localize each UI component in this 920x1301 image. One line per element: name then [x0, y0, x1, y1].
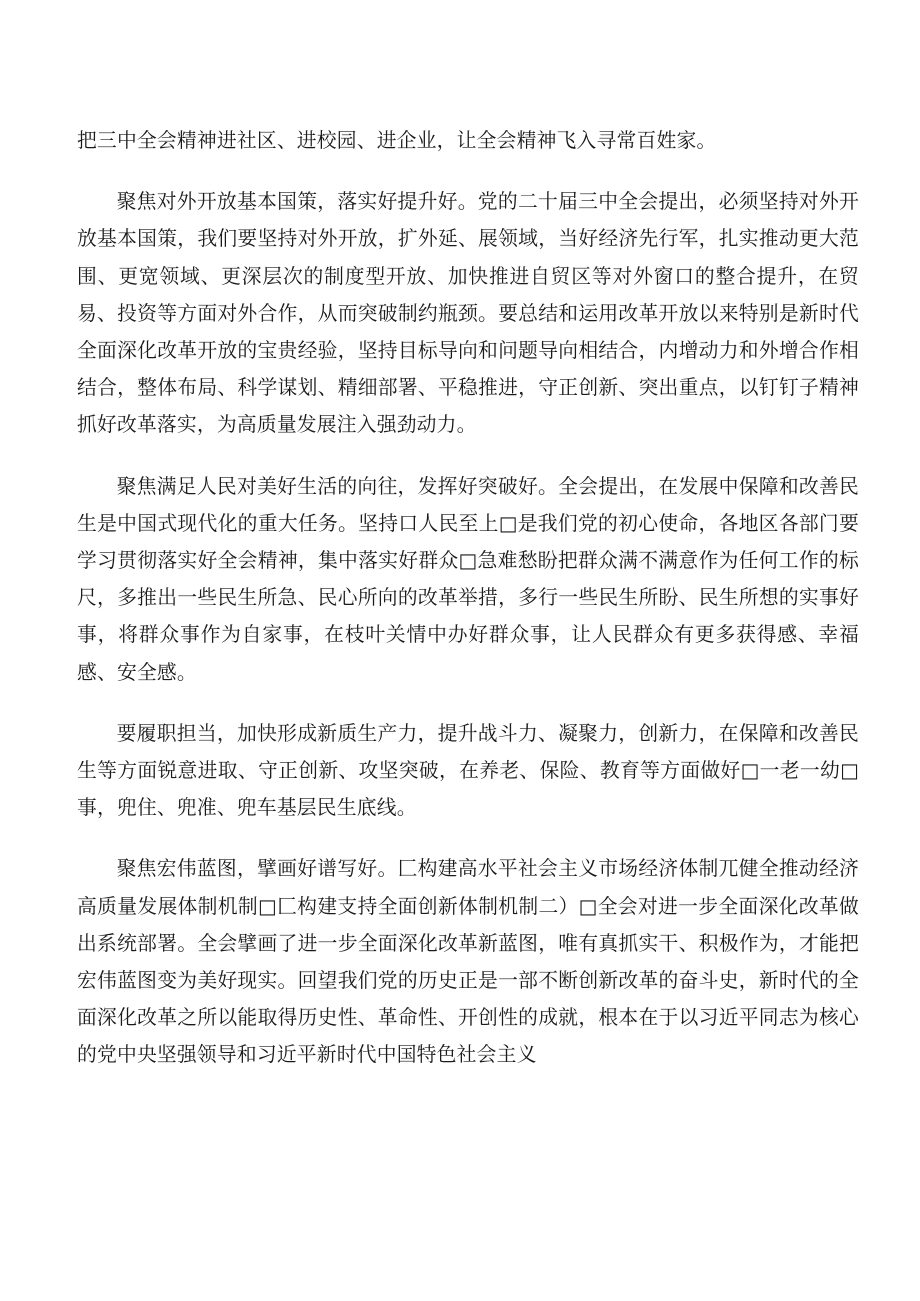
paragraph-3: 聚焦满足人民对美好生活的向往，发挥好突破好。全会提出，在发展中保障和改善民生是中国式现代化的重大任务。坚持口人民至上□是我们党的初心使命，各地区各部门要学习贯彻落实好全会精神，集中落实好群众□急难愁盼把群众满不满意作为任何工作的标尺，多推出一些民生所急、民心所向的改革举措，多行一些民生所盼、民生所想的实事好事，将群众事作为自家事，在枝叶关情中办好群众事，让人民群众有更多获得感、幸福感、安全感。 — [77, 474, 859, 684]
paragraph-2: 聚焦对外开放基本国策，落实好提升好。党的二十届三中全会提出，必须坚持对外开放基本国策，我们要坚持对外开放，扩外延、展领域，当好经济先行军，扎实推动更大范围、更宽领域、更深层次的制度型开放、加快推进自贸区等对外窗口的整合提升，在贸易、投资等方面对外合作，从而突破制约瓶颈。要总结和运用改革开放以来特别是新时代全面深化改革开放的宝贵经验，坚持目标导向和问题导向相结合，内增动力和外增合作相结合，整体布局、科学谋划、精细部署、平稳推进，守正创新、突出重点，以钉钉子精神抓好改革落实，为高质量发展注入强劲动力。 — [77, 190, 859, 437]
paragraph-1: 把三中全会精神进社区、进校园、进企业，让全会精神飞入寻常百姓家。 — [77, 129, 717, 152]
paragraph-5: 聚焦宏伟蓝图，擘画好谱写好。匚构建高水平社会主义市场经济体制兀健全推动经济高质量发展体制机制□匚构建支持全面创新体制机制二）□全会对进一步全面深化改革做出系统部署。全会擘画了进一步全面深化改革新蓝图，唯有真抓实干、积极作为，才能把宏伟蓝图变为美好现实。回望我们党的历史正是一部不断创新改革的奋斗史，新时代的全面深化改革之所以能取得历史性、革命性、开创性的成就，根本在于以习近平同志为核心的党中央坚强领导和习近平新时代中国特色社会主义 — [77, 857, 859, 1067]
document-body — [77, 122, 859, 1074]
paragraph-4: 要履职担当，加快形成新质生产力，提升战斗力、凝聚力，创新力，在保障和改善民生等方面锐意进取、守正创新、攻坚突破，在养老、保险、教育等方面做好□一老一幼□事，兜住、兜准、兜车基层民生底线。 — [77, 721, 859, 820]
